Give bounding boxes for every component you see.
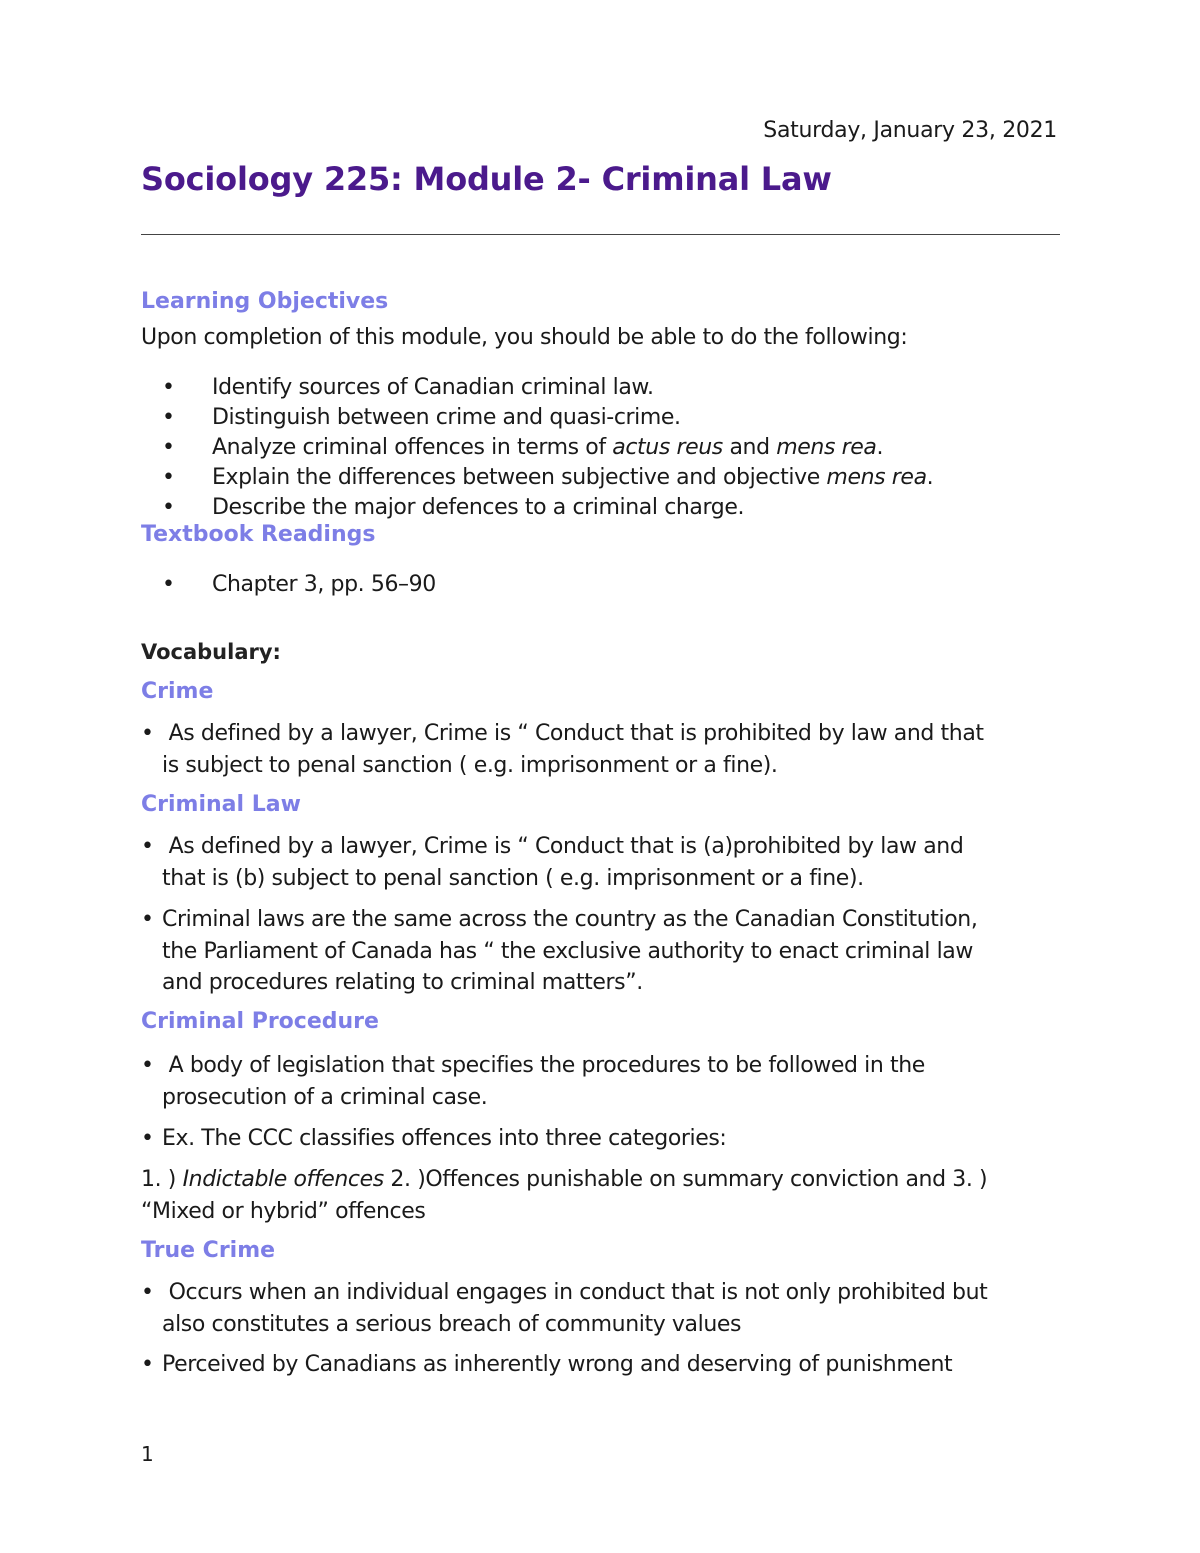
definition-line: is subject to penal sanction ( e.g. imprisonment or a fine). (162, 752, 778, 778)
bullet: • (141, 721, 154, 746)
category-text: 2. )Offences punishable on summary conviction and 3. ) (383, 1167, 988, 1192)
vocab-term-criminal-law: Criminal Law (141, 792, 301, 817)
objective-item: Distinguish between crime and quasi-crime. (212, 405, 681, 430)
objective-text: . (926, 465, 934, 490)
category-term: Indictable offences (182, 1167, 384, 1192)
objective-item: Describe the major defences to a criminal charge. (212, 495, 745, 520)
objective-item: Identify sources of Canadian criminal law. (212, 375, 654, 400)
definition-line: Criminal laws are the same across the country as the Canadian Constitution, (162, 907, 978, 932)
criminal-law-note (141, 904, 1061, 999)
vocab-term-true-crime: True Crime (141, 1238, 276, 1263)
objective-text: Analyze criminal offences in terms of (212, 435, 606, 460)
learning-objectives-heading: Learning Objectives (141, 289, 389, 314)
offence-categories (141, 1164, 1061, 1227)
objective-term: mens rea (826, 465, 927, 490)
definition-line: As defined by a lawyer, Crime is “ Conduct that is (a)prohibited by law and (162, 834, 964, 859)
objective-item (212, 435, 883, 460)
document-title: Sociology 225: Module 2- Criminal Law (141, 160, 832, 198)
category-text: “Mixed or hybrid” offences (141, 1198, 426, 1224)
vocab-term-crime: Crime (141, 679, 214, 704)
crime-definition (141, 718, 1061, 781)
definition-line: and procedures relating to criminal matters”. (162, 970, 643, 995)
bullet: • (162, 495, 175, 520)
objective-text: . (876, 435, 884, 460)
true-crime-definition (141, 1277, 1061, 1340)
definition-line: A body of legislation that specifies the procedures to be followed in the (162, 1053, 925, 1078)
objective-term: mens rea (776, 435, 877, 460)
criminal-law-definition (141, 831, 1061, 894)
objective-text: and (729, 435, 770, 460)
page-number: 1 (141, 1442, 154, 1466)
bullet: • (162, 405, 175, 430)
textbook-readings-heading: Textbook Readings (141, 522, 376, 547)
definition-line: As defined by a lawyer, Crime is “ Conduct that is prohibited by law and that (162, 721, 984, 746)
bullet: • (162, 465, 175, 490)
bullet: • (141, 1352, 154, 1377)
bullet: • (162, 572, 175, 597)
document-date: Saturday, January 23, 2021 (763, 118, 1057, 143)
bullet: • (141, 834, 154, 859)
vocab-term-criminal-procedure: Criminal Procedure (141, 1009, 379, 1034)
true-crime-note (141, 1349, 1061, 1381)
vocabulary-heading: Vocabulary: (141, 640, 281, 664)
criminal-procedure-definition (141, 1050, 1061, 1113)
definition-line: that is (b) subject to penal sanction ( e.g. imprisonment or a fine). (162, 865, 864, 891)
definition-line: also constitutes a serious breach of community values (162, 1311, 742, 1337)
objective-item (212, 465, 933, 490)
definition-line: Occurs when an individual engages in conduct that is not only prohibited but (162, 1280, 988, 1305)
bullet: • (141, 1126, 154, 1151)
definition-line: Perceived by Canadians as inherently wrong and deserving of punishment (162, 1352, 953, 1377)
category-text: 1. ) (141, 1167, 183, 1192)
definition-line: Ex. The CCC classifies offences into three categories: (162, 1126, 727, 1151)
criminal-procedure-example (141, 1123, 1061, 1155)
reading-item: Chapter 3, pp. 56–90 (212, 572, 436, 597)
bullet: • (141, 1053, 154, 1078)
objective-text: Explain the differences between subjective and objective (212, 465, 820, 490)
title-divider (141, 234, 1060, 235)
definition-line: prosecution of a criminal case. (162, 1084, 488, 1110)
bullet: • (141, 1280, 154, 1305)
bullet: • (162, 435, 175, 460)
bullet: • (141, 907, 154, 932)
bullet: • (162, 375, 175, 400)
learning-objectives-intro: Upon completion of this module, you should be able to do the following: (141, 325, 908, 350)
objective-term: actus reus (612, 435, 723, 460)
definition-line: the Parliament of Canada has “ the exclusive authority to enact criminal law (162, 938, 973, 964)
